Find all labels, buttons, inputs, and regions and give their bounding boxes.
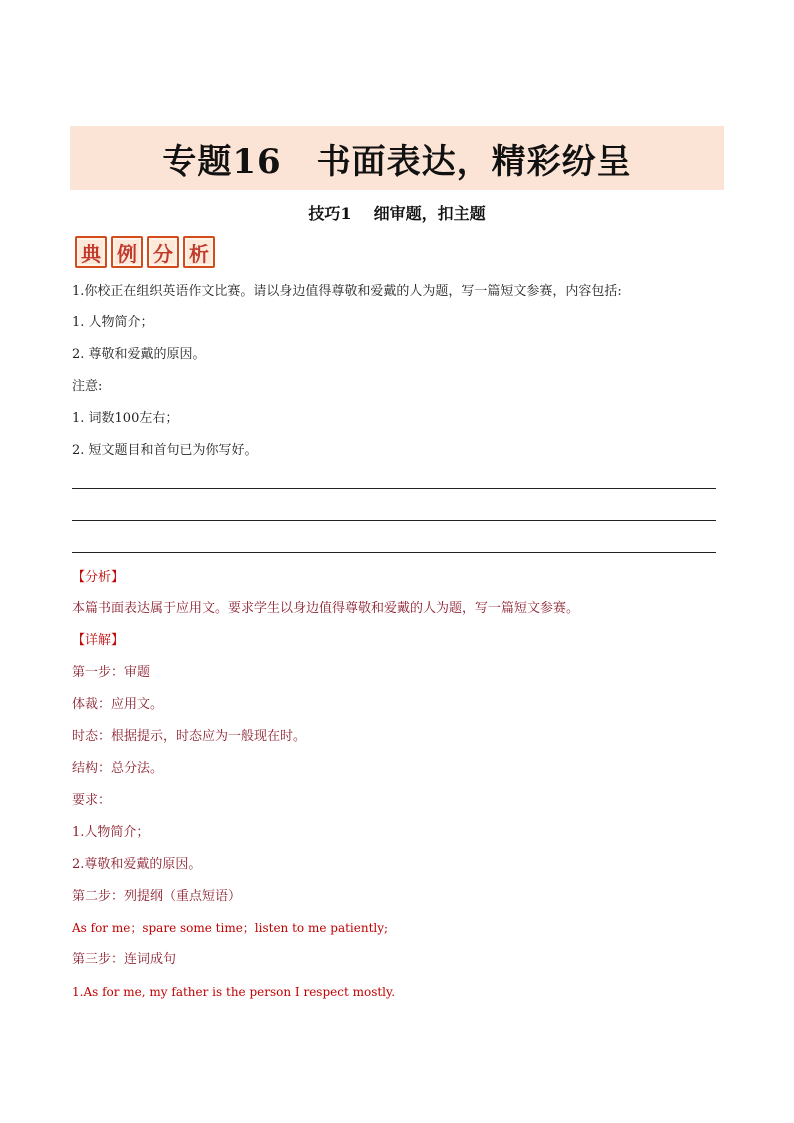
genre-text: 体裁：应用文。 (72, 697, 164, 712)
requirements-label: 要求： (72, 793, 112, 808)
section-subtitle (0, 201, 794, 224)
subtitle-topic: 细审题，扣主题 (373, 204, 486, 223)
badge-char: 典 (75, 236, 107, 268)
example-sentence: 1.As for me, my father is the person I respect mostly. (72, 985, 396, 999)
analysis-heading: 【分析】 (72, 570, 125, 585)
badge-char: 分 (147, 236, 179, 268)
step3-label: 第三步：连词成句 (72, 952, 177, 967)
answer-line (72, 488, 716, 489)
example-analysis-badge (75, 236, 215, 268)
question-item: 2. 尊敬和爱戴的原因。 (72, 347, 206, 362)
requirement-item: 2.尊敬和爱戴的原因。 (72, 857, 202, 872)
note-item: 2. 短文题目和首句已为你写好。 (72, 443, 258, 458)
subtitle-skill: 技巧1 (308, 204, 352, 223)
step2-label: 第二步：列提纲（重点短语） (72, 889, 242, 904)
requirement-item: 1.人物简介； (72, 825, 150, 840)
title-band (70, 126, 724, 190)
detail-heading: 【详解】 (72, 633, 125, 648)
structure-text: 结构：总分法。 (72, 761, 164, 776)
step1-label: 第一步：审题 (72, 665, 151, 680)
answer-line (72, 552, 716, 553)
page-title: 专题16 书面表达，精彩纷呈 (162, 141, 632, 182)
badge-char: 析 (183, 236, 215, 268)
question-prompt: 1.你校正在组织英语作文比赛。请以身边值得尊敬和爱戴的人为题，写一篇短文参赛，内容包括: (72, 284, 622, 299)
key-phrases: As for me；spare some time；listen to me patiently; (72, 921, 389, 935)
note-label: 注意: (72, 379, 103, 394)
note-item: 1. 词数100左右； (72, 411, 179, 426)
tense-text: 时态：根据提示，时态应为一般现在时。 (72, 729, 307, 744)
analysis-text: 本篇书面表达属于应用文。要求学生以身边值得尊敬和爱戴的人为题，写一篇短文参赛。 (72, 601, 580, 616)
question-item: 1. 人物简介； (72, 315, 154, 330)
badge-char: 例 (111, 236, 143, 268)
answer-line (72, 520, 716, 521)
